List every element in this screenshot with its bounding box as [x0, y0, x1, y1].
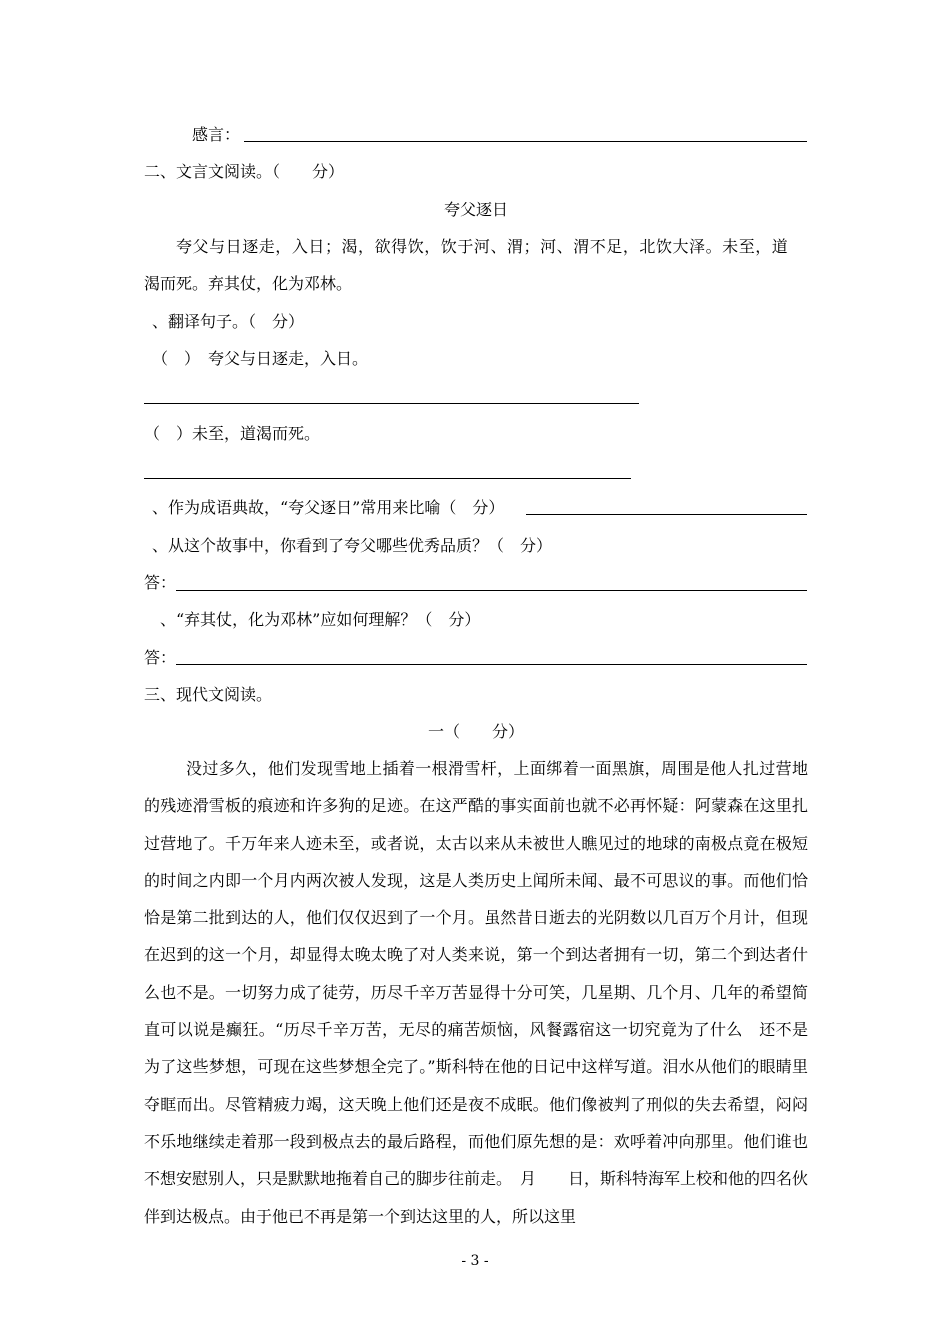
question-2-answer-line[interactable] [526, 514, 807, 515]
modern-passage-text: 没过多久，他们发现雪地上插着一根滑雪杆，上面绑着一面黑旗，周围是他人扎过营地的残迹滑雪板的痕迹和许多狗的足迹。在这严酷的事实面前也就不必再怀疑：阿蒙森在这里扎过营地了。千万年来人迹未至，或者说，太古以来从未被世人瞧见过的地球的南极点竟在极短的时间之内即一个月内两次被人发现，这是人类历史上闻所未闻、最不可思议的事。而他们恰恰是第二批到达的人，他们仅仅迟到了一个月。虽然昔日逝去的光阴数以几百万个月计，但现在迟到的这一个月，却显得太晚太晚了对人类来说，第一个到达者拥有一切，第二个到达者什么也不是。一切努力成了徒劳，历尽千辛万苦显得十分可笑，几星期、几个月、几年的希望简直可以说是癫狂。“历尽千辛万苦，无尽的痛苦烦恼，风餐露宿这一切究竟为了什么 还不是为了这些梦想，可现在这些梦想全完了。”斯科特在他的日记中这样写道。泪水从他们的眼睛里夺眶而出。尽管精疲力竭，这天晚上他们还是夜不成眠。他们像被判了刑似的失去希望，闷闷不乐地继续走着那一段到极点去的最后路程，而他们原先想的是：欢呼着冲向那里。他们谁也不想安慰别人，只是默默地拖着自己的脚步往前走。 月 日，斯科特海军上校和他的四名伙伴到达极点。由于他已不再是第一个到达这里的人，所以这里 [144, 759, 809, 1226]
question-1a: （ ） 夸父与日逐走，入日。 [152, 349, 369, 368]
question-4: 、“弃其仗，化为邓林”应如何理解？（ 分） [160, 610, 481, 629]
section2-heading: 二、文言文阅读。（ 分） [144, 162, 345, 181]
question-2: 、作为成语典故，“夸父逐日”常用来比喻（ 分） [152, 498, 505, 517]
page-number: - 3 - [461, 1253, 489, 1269]
part-title: 一（ 分） [427, 722, 524, 741]
question-3-answer-line[interactable] [176, 590, 807, 591]
passage-line-2: 渴而死。弃其仗，化为邓林。 [144, 274, 353, 293]
question-1b: （ ）未至，道渴而死。 [144, 424, 321, 443]
question-4-answer-line[interactable] [176, 664, 807, 665]
passage-title: 夸父逐日 [443, 200, 508, 219]
question-1b-answer-line[interactable] [144, 478, 631, 479]
question-3: 、从这个故事中，你看到了夸父哪些优秀品质？（ 分） [152, 536, 553, 555]
reflection-answer-line[interactable] [244, 141, 807, 142]
answer-label-3: 答： [144, 573, 177, 592]
question-1a-answer-line[interactable] [144, 403, 639, 404]
section3-heading: 三、现代文阅读。 [144, 685, 273, 704]
passage-line-1: 夸父与日逐走，入日；渴，欲得饮，饮于河、渭；河、渭不足，北饮大泽。未至，道 [176, 237, 789, 256]
question-1: 、翻译句子。（ 分） [152, 312, 305, 331]
reflection-label: 感言： [192, 125, 241, 144]
modern-passage [144, 750, 808, 1235]
answer-label-4: 答： [144, 648, 177, 667]
